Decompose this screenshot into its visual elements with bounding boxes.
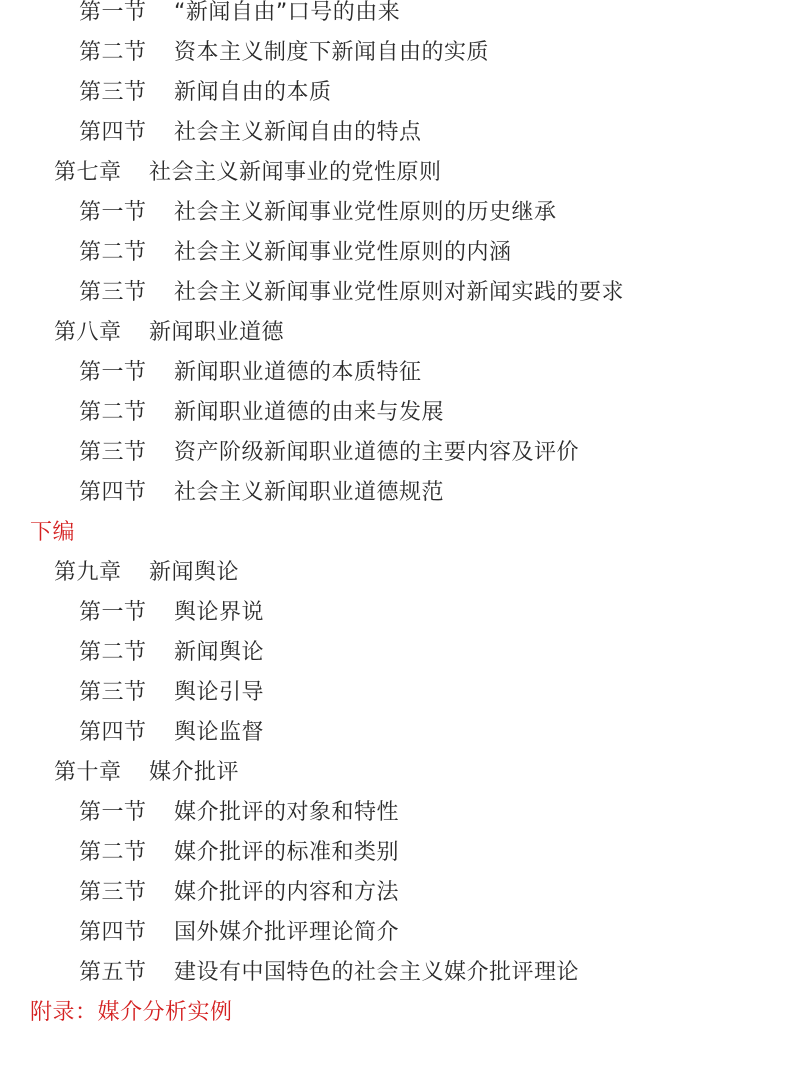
section-number: 第四节 xyxy=(79,120,147,145)
section-title: 社会主义新闻事业党性原则对新闻实践的要求 xyxy=(174,280,625,305)
section-number: 第二节 xyxy=(79,40,147,65)
toc-section-entry[interactable] xyxy=(0,833,790,873)
section-title: 舆论界说 xyxy=(174,600,265,625)
section-title: 媒介批评的内容和方法 xyxy=(174,880,400,905)
chapter-number: 第九章 xyxy=(54,560,122,585)
toc-section-entry[interactable] xyxy=(0,713,790,753)
section-number: 第二节 xyxy=(79,400,147,425)
section-number: 第二节 xyxy=(79,640,147,665)
chapter-number: 第八章 xyxy=(54,320,122,345)
section-number: 第三节 xyxy=(79,80,147,105)
section-number: 第四节 xyxy=(79,920,147,945)
section-number: 第一节 xyxy=(79,0,147,25)
section-title: 新闻职业道德的由来与发展 xyxy=(174,400,445,425)
section-number: 第五节 xyxy=(79,960,147,985)
section-number: 第三节 xyxy=(79,280,147,305)
section-title: 社会主义新闻自由的特点 xyxy=(174,120,422,145)
section-title: 资本主义制度下新闻自由的实质 xyxy=(174,40,490,65)
section-title: 社会主义新闻事业党性原则的历史继承 xyxy=(174,200,557,225)
section-title: “新闻自由”口号的由来 xyxy=(174,0,401,25)
section-title: 新闻自由的本质 xyxy=(174,80,332,105)
section-number: 第三节 xyxy=(79,680,147,705)
toc-section-entry[interactable] xyxy=(0,913,790,953)
toc-chapter-entry[interactable] xyxy=(0,753,790,793)
toc-chapter-entry[interactable] xyxy=(0,153,790,193)
section-number: 第二节 xyxy=(79,840,147,865)
section-number: 第一节 xyxy=(79,600,147,625)
section-title: 新闻舆论 xyxy=(174,640,265,665)
section-number: 第四节 xyxy=(79,720,147,745)
toc-section-entry[interactable] xyxy=(0,793,790,833)
section-title: 舆论引导 xyxy=(174,680,265,705)
section-title: 新闻职业道德的本质特征 xyxy=(174,360,422,385)
toc-section-entry[interactable] xyxy=(0,73,790,113)
section-number: 第一节 xyxy=(79,200,147,225)
section-number: 第一节 xyxy=(79,800,147,825)
toc-section-entry[interactable] xyxy=(0,393,790,433)
toc-section-entry[interactable] xyxy=(0,0,790,33)
toc-section-entry[interactable] xyxy=(0,233,790,273)
section-number: 第三节 xyxy=(79,440,147,465)
section-title: 国外媒介批评理论简介 xyxy=(174,920,400,945)
toc-section-entry[interactable] xyxy=(0,673,790,713)
section-number: 第四节 xyxy=(79,480,147,505)
section-title: 媒介批评的对象和特性 xyxy=(174,800,400,825)
section-title: 建设有中国特色的社会主义媒介批评理论 xyxy=(174,960,580,985)
section-title: 社会主义新闻事业党性原则的内涵 xyxy=(174,240,512,265)
section-title: 资产阶级新闻职业道德的主要内容及评价 xyxy=(174,440,580,465)
section-title: 媒介批评的标准和类别 xyxy=(174,840,400,865)
toc-section-entry[interactable] xyxy=(0,113,790,153)
chapter-title: 社会主义新闻事业的党性原则 xyxy=(149,160,442,185)
toc-section-entry[interactable] xyxy=(0,593,790,633)
section-title: 社会主义新闻职业道德规范 xyxy=(174,480,445,505)
section-title: 舆论监督 xyxy=(174,720,265,745)
toc-section-entry[interactable] xyxy=(0,353,790,393)
chapter-title: 新闻职业道德 xyxy=(149,320,285,345)
toc-part-entry[interactable] xyxy=(0,993,790,1033)
chapter-title: 媒介批评 xyxy=(149,760,240,785)
toc-chapter-entry[interactable] xyxy=(0,313,790,353)
toc-section-entry[interactable] xyxy=(0,273,790,313)
toc-section-entry[interactable] xyxy=(0,633,790,673)
section-number: 第三节 xyxy=(79,880,147,905)
toc-section-entry[interactable] xyxy=(0,193,790,233)
toc-part-entry[interactable] xyxy=(0,513,790,553)
toc-chapter-entry[interactable] xyxy=(0,553,790,593)
chapter-title: 新闻舆论 xyxy=(149,560,240,585)
part-title: 下编 xyxy=(30,520,76,545)
toc-section-entry[interactable] xyxy=(0,433,790,473)
toc-section-entry[interactable] xyxy=(0,953,790,993)
section-number: 第二节 xyxy=(79,240,147,265)
part-title: 附录：媒介分析实例 xyxy=(30,1000,233,1025)
section-number: 第一节 xyxy=(79,360,147,385)
toc-section-entry[interactable] xyxy=(0,33,790,73)
chapter-number: 第十章 xyxy=(54,760,122,785)
chapter-number: 第七章 xyxy=(54,160,122,185)
toc-section-entry[interactable] xyxy=(0,473,790,513)
toc-section-entry[interactable] xyxy=(0,873,790,913)
